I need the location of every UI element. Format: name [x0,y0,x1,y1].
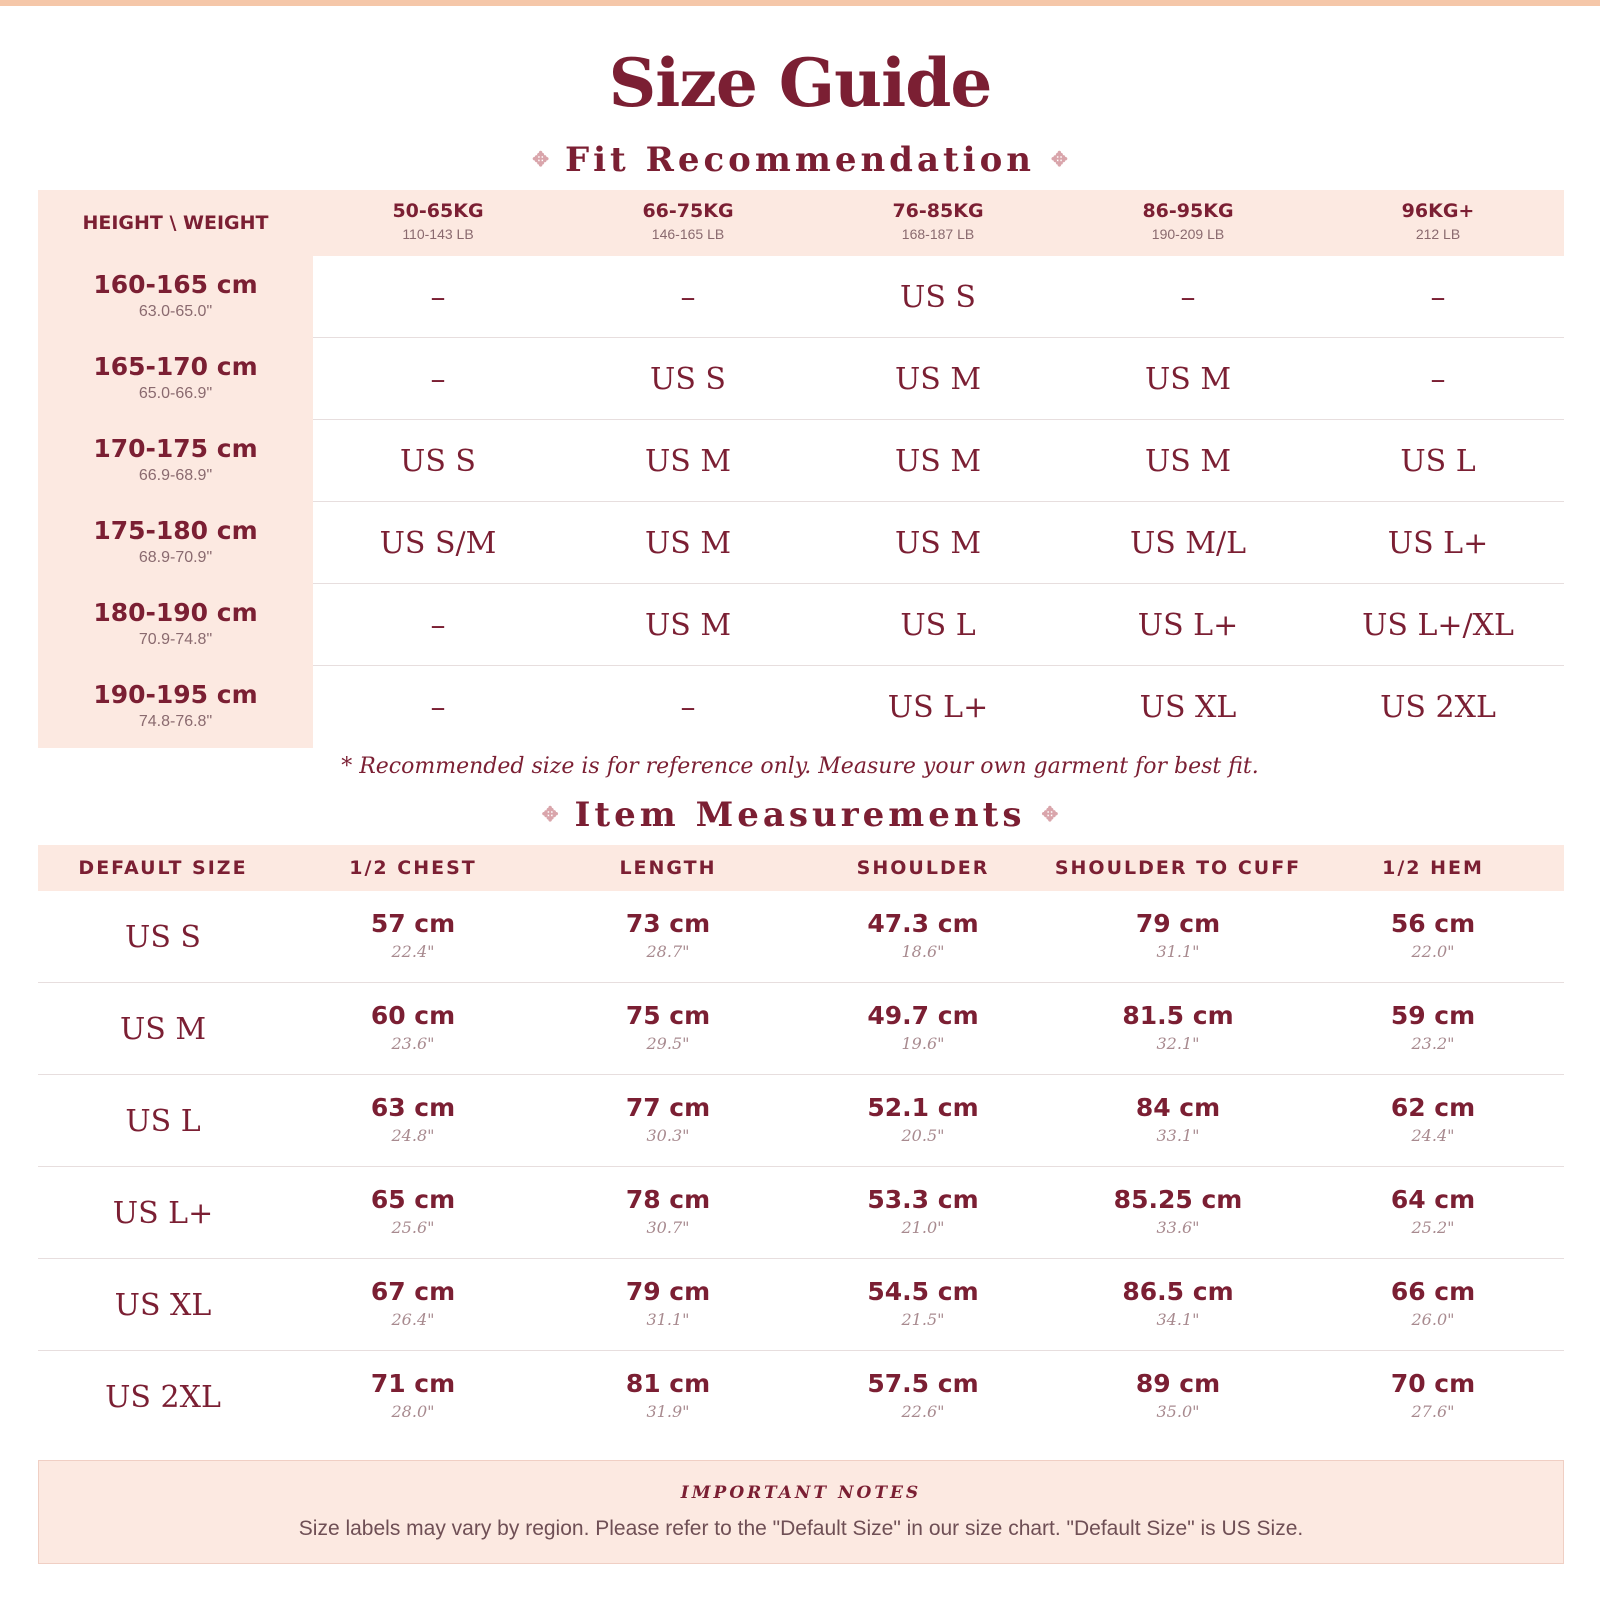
measurement-cell [288,1075,538,1167]
height-in: 70.9-74.8" [138,631,213,648]
height-header [38,420,313,502]
fit-row [38,256,1564,338]
measurement-cell [1053,983,1303,1075]
fit-row [38,666,1564,748]
measurement-cm: 47.3 cm [867,909,979,938]
height-header [38,666,313,748]
measurement-in: 21.5" [901,1310,945,1329]
measurement-in: 31.9" [646,1402,690,1421]
fit-cell: US L+ [1137,607,1239,643]
fit-row [38,502,1564,584]
size-label: US M [119,1011,207,1047]
measurement-cell [1308,983,1558,1075]
fit-cell: – [1430,361,1446,397]
fit-cell: US L [1400,443,1476,479]
column-header: LENGTH [619,857,717,879]
measurement-cell [543,1351,793,1443]
important-notes-text: Size labels may vary by region. Please refer to the "Default Size" in our size chart. "Default Size" is US Size. [298,1517,1304,1540]
measurement-cell [1053,1167,1303,1259]
fit-cell: US S [900,279,976,315]
height-cm: 190-195 cm [93,680,258,709]
measurement-in: 33.6" [1156,1218,1200,1237]
fit-cell: US XL [1139,689,1237,725]
important-notes-box [38,1460,1564,1564]
measurement-cell [1053,1351,1303,1443]
column-header: 1/2 CHEST [349,857,477,879]
measurement-in: 25.6" [391,1218,435,1237]
fit-recommendation-title: Fit Recommendation [565,140,1035,180]
fit-cell: US L+ [1387,525,1489,561]
item-measurements-heading [0,795,1600,835]
page-title: Size Guide [608,44,992,122]
height-weight-header: HEIGHT \ WEIGHT [82,212,269,234]
measurement-in: 28.0" [391,1402,435,1421]
measurement-cell [288,1259,538,1351]
weight-kg: 76-85KG [892,200,984,222]
fit-row [38,338,1564,420]
height-header [38,502,313,584]
measurement-cm: 84 cm [1135,1093,1221,1122]
measurement-cm: 54.5 cm [867,1277,979,1306]
measurement-cm: 63 cm [370,1093,456,1122]
measurement-cell [288,1351,538,1443]
measurement-in: 32.1" [1156,1034,1200,1053]
height-in: 66.9-68.9" [138,467,213,484]
fit-cell: US L+/XL [1362,607,1514,643]
measurement-cell [543,983,793,1075]
fit-cell: US S [650,361,726,397]
weight-kg: 86-95KG [1142,200,1234,222]
fit-cell: US M [644,443,732,479]
fit-cell: – [430,607,446,643]
item-measurements-title: Item Measurements [574,795,1026,835]
measurement-cm: 89 cm [1135,1369,1221,1398]
measurement-cm: 67 cm [370,1277,456,1306]
measurement-in: 35.0" [1156,1402,1200,1421]
measurement-in: 34.1" [1156,1310,1200,1329]
important-notes-title: IMPORTANT NOTES [680,1483,922,1503]
column-header: DEFAULT SIZE [78,857,248,879]
weight-lb: 146-165 LB [651,226,725,242]
fit-cell: – [430,279,446,315]
weight-kg: 50-65KG [392,200,484,222]
measurement-cm: 52.1 cm [867,1093,979,1122]
measurement-cm: 66 cm [1390,1277,1476,1306]
fit-cell: – [1180,279,1196,315]
measurement-cell [1308,891,1558,983]
measurement-cell [798,983,1048,1075]
weight-lb: 110-143 LB [402,226,474,242]
height-cm: 170-175 cm [93,434,258,463]
measurement-cm: 81.5 cm [1122,1001,1234,1030]
fit-cell: US M [1144,361,1232,397]
measurement-cell [1308,1259,1558,1351]
measurement-cell [1053,1075,1303,1167]
measurement-row [38,1167,1564,1259]
measurement-cm: 65 cm [370,1185,456,1214]
fit-cell: US M [894,525,982,561]
weight-column-header [813,190,1063,256]
fit-cell: – [1430,279,1446,315]
measurement-cell [1053,891,1303,983]
ornament-right-icon: ✥ [1041,802,1059,826]
height-header [38,338,313,420]
height-header [38,256,313,338]
measurements-table-header [38,845,1564,891]
measurement-in: 27.6" [1411,1402,1455,1421]
column-header: SHOULDER [856,857,990,879]
fit-cell: US M [644,607,732,643]
measurement-cm: 85.25 cm [1113,1185,1243,1214]
weight-column-header [563,190,813,256]
measurement-cell [543,1075,793,1167]
measurement-cell [798,1259,1048,1351]
size-label: US S [125,919,201,955]
measurement-cm: 70 cm [1390,1369,1476,1398]
size-label: US L+ [112,1195,214,1231]
measurement-cm: 71 cm [370,1369,456,1398]
measurement-in: 28.7" [646,942,690,961]
measurement-cm: 81 cm [625,1369,711,1398]
measurement-in: 26.4" [391,1310,435,1329]
measurement-in: 18.6" [901,942,945,961]
measurement-in: 24.8" [391,1126,435,1145]
weight-lb: 168-187 LB [901,226,975,242]
size-label: US XL [114,1287,212,1323]
measurement-in: 21.0" [901,1218,945,1237]
measurement-row [38,1259,1564,1351]
measurement-in: 31.1" [1156,942,1200,961]
measurement-cm: 49.7 cm [867,1001,979,1030]
size-label: US 2XL [105,1379,221,1415]
weight-column-header [1063,190,1313,256]
measurement-cell [288,983,538,1075]
measurement-in: 31.1" [646,1310,690,1329]
fit-cell: – [430,361,446,397]
measurement-in: 23.6" [391,1034,435,1053]
measurement-cm: 53.3 cm [867,1185,979,1214]
measurement-cm: 79 cm [1135,909,1221,938]
fit-cell: US M [644,525,732,561]
weight-kg: 66-75KG [642,200,734,222]
fit-cell: US 2XL [1380,689,1496,725]
measurement-cm: 59 cm [1390,1001,1476,1030]
fit-recommendation-heading [0,140,1600,180]
fit-cell: US M [894,443,982,479]
column-header: 1/2 HEM [1382,857,1484,879]
measurement-cm: 62 cm [1390,1093,1476,1122]
height-cm: 165-170 cm [93,352,258,381]
measurement-cell [288,891,538,983]
fit-cell: US S/M [379,525,497,561]
measurement-row [38,1075,1564,1167]
measurement-cell [1308,1351,1558,1443]
height-in: 68.9-70.9" [138,549,213,566]
fit-cell: US M/L [1129,525,1247,561]
fit-cell: US L [900,607,976,643]
fit-cell: US M [894,361,982,397]
fit-cell: US L+ [887,689,989,725]
height-cm: 160-165 cm [93,270,258,299]
measurement-in: 30.3" [646,1126,690,1145]
fit-table-header [38,190,1564,256]
fit-cell: US M [1144,443,1232,479]
fit-cell: – [680,689,696,725]
measurement-cell [543,891,793,983]
measurement-cm: 57.5 cm [867,1369,979,1398]
weight-column-header [1313,190,1563,256]
fit-cell: – [430,689,446,725]
measurement-cm: 73 cm [625,909,711,938]
measurement-cell [798,1351,1048,1443]
measurement-cell [798,1167,1048,1259]
measurement-row [38,891,1564,983]
measurement-in: 29.5" [646,1034,690,1053]
measurement-cell [1053,1259,1303,1351]
fit-cell: – [680,279,696,315]
measurement-cell [543,1259,793,1351]
measurement-in: 22.0" [1411,942,1455,961]
ornament-left-icon: ✥ [541,802,559,826]
height-header [38,584,313,666]
measurement-row [38,1351,1564,1443]
height-cm: 180-190 cm [93,598,258,627]
measurement-in: 22.4" [391,942,435,961]
measurement-cm: 60 cm [370,1001,456,1030]
weight-kg: 96KG+ [1401,200,1475,222]
size-label: US L [125,1103,201,1139]
measurement-in: 23.2" [1411,1034,1455,1053]
measurement-cm: 79 cm [625,1277,711,1306]
ornament-right-icon: ✥ [1051,147,1068,171]
column-header: SHOULDER TO CUFF [1054,857,1302,879]
measurement-cm: 64 cm [1390,1185,1476,1214]
measurement-in: 30.7" [646,1218,690,1237]
height-cm: 175-180 cm [93,516,258,545]
measurement-cm: 57 cm [370,909,456,938]
fit-row [38,584,1564,666]
measurement-cm: 78 cm [625,1185,711,1214]
measurement-cm: 77 cm [625,1093,711,1122]
measurement-cell [1308,1167,1558,1259]
measurement-cell [798,1075,1048,1167]
fit-row [38,420,1564,502]
measurement-cell [1308,1075,1558,1167]
measurement-in: 26.0" [1411,1310,1455,1329]
measurement-in: 24.4" [1411,1126,1455,1145]
weight-lb: 190-209 LB [1151,226,1225,242]
measurement-cm: 75 cm [625,1001,711,1030]
fit-disclaimer: * Recommended size is for reference only. Measure your own garment for best fit. [341,754,1259,779]
height-in: 74.8-76.8" [138,713,213,730]
weight-column-header [313,190,563,256]
measurement-in: 19.6" [901,1034,945,1053]
ornament-left-icon: ✥ [532,147,549,171]
measurement-in: 22.6" [901,1402,945,1421]
measurement-in: 33.1" [1156,1126,1200,1145]
height-in: 65.0-66.9" [138,385,213,402]
weight-lb: 212 LB [1415,226,1461,242]
measurement-cell [288,1167,538,1259]
fit-cell: US S [400,443,476,479]
measurement-in: 20.5" [901,1126,945,1145]
height-in: 63.0-65.0" [138,303,213,320]
measurement-cm: 56 cm [1390,909,1476,938]
measurement-cell [798,891,1048,983]
top-accent-bar [0,0,1600,6]
measurement-row [38,983,1564,1075]
measurement-in: 25.2" [1411,1218,1455,1237]
measurement-cm: 86.5 cm [1122,1277,1234,1306]
measurement-cell [543,1167,793,1259]
